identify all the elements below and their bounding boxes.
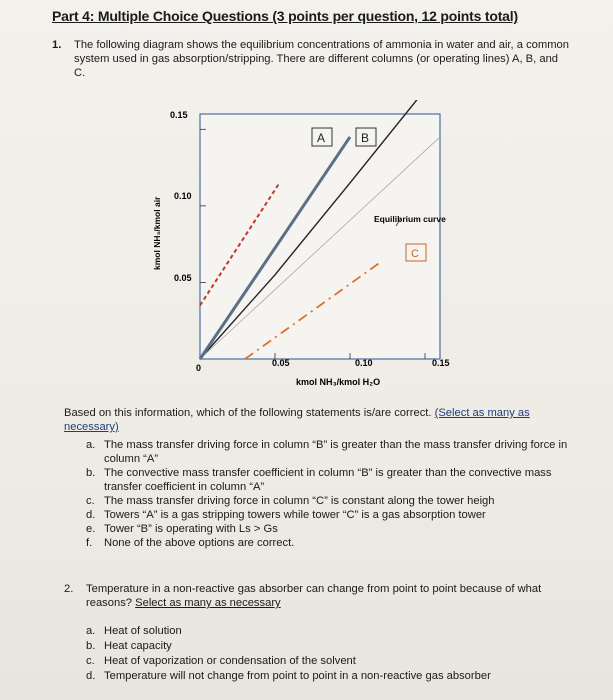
question-2 bbox=[64, 582, 584, 610]
y-tick-label: 0.15 bbox=[170, 110, 188, 120]
option-a[interactable] bbox=[86, 438, 586, 466]
line-label-a: A bbox=[317, 131, 326, 145]
option-a[interactable] bbox=[86, 624, 586, 639]
option-letter: d. bbox=[86, 509, 96, 521]
option-letter: e. bbox=[86, 523, 96, 535]
option-text: Towers “A” is a gas stripping towers while tower “C” is a gas absorption tower bbox=[104, 509, 486, 521]
option-f[interactable] bbox=[86, 536, 586, 550]
x-tick-label: 0.10 bbox=[355, 358, 373, 368]
question-number: 1. bbox=[52, 39, 62, 51]
select-instruction: Select as many as necessary bbox=[135, 597, 281, 609]
plot-frame bbox=[200, 114, 440, 359]
option-d[interactable] bbox=[86, 669, 586, 684]
line-label-b: B bbox=[361, 131, 370, 145]
x-axis-label: kmol NH₃/kmol H₂O bbox=[296, 377, 381, 387]
question-number: 2. bbox=[64, 583, 74, 595]
question-1 bbox=[52, 38, 572, 80]
option-letter: a. bbox=[86, 439, 96, 451]
option-c[interactable] bbox=[86, 494, 586, 508]
option-e[interactable] bbox=[86, 522, 586, 536]
option-letter: c. bbox=[86, 495, 95, 507]
option-c[interactable] bbox=[86, 654, 586, 669]
equilibrium-curve-label: Equilibrium curve bbox=[374, 214, 446, 224]
y-axis-label: kmol NH₃/kmol air bbox=[152, 196, 162, 270]
line-label-c: C bbox=[411, 248, 419, 260]
option-text: The mass transfer driving force in column “C” is constant along the tower heigh bbox=[104, 495, 495, 507]
option-letter: f. bbox=[86, 537, 93, 549]
option-letter: a. bbox=[86, 625, 96, 637]
equilibrium-chart bbox=[130, 100, 470, 400]
option-text: Tower “B” is operating with Ls > Gs bbox=[104, 523, 278, 535]
page-title: Part 4: Multiple Choice Questions (3 points per question, 12 points total) bbox=[52, 8, 518, 24]
option-letter: b. bbox=[86, 640, 96, 652]
x-tick-label: 0.05 bbox=[272, 358, 290, 368]
option-letter: b. bbox=[86, 467, 96, 479]
option-text: Heat of vaporization or condensation of the solvent bbox=[104, 655, 356, 667]
option-b[interactable] bbox=[86, 639, 586, 654]
option-letter: c. bbox=[86, 655, 95, 667]
question-1-prompt bbox=[64, 406, 584, 434]
option-text: The mass transfer driving force in column “B” is greater than the mass transfer driving force in column “A” bbox=[104, 439, 568, 465]
question-text: The following diagram shows the equilibrium concentrations of ammonia in water and air, a common system used in gas absorption/stripping. There are different columns (or operating lines) A, B, and C. bbox=[74, 39, 569, 79]
option-text: Heat of solution bbox=[104, 625, 182, 637]
option-b[interactable] bbox=[86, 466, 586, 494]
select-instruction: (Select as many as necessary) bbox=[64, 407, 530, 433]
option-text: None of the above options are correct. bbox=[104, 537, 295, 549]
option-d[interactable] bbox=[86, 508, 586, 522]
question-text: Temperature in a non-reactive gas absorber can change from point to point because of what reasons? bbox=[86, 583, 542, 609]
option-letter: d. bbox=[86, 670, 96, 682]
y-tick-label: 0.05 bbox=[174, 273, 192, 283]
prompt-text: Based on this information, which of the following statements is/are correct. bbox=[64, 407, 435, 419]
x-tick-label: 0 bbox=[196, 363, 202, 373]
x-tick-label: 0.15 bbox=[432, 358, 450, 368]
option-text: Heat capacity bbox=[104, 640, 172, 652]
option-text: The convective mass transfer coefficient in column “B” is greater than the convective mass transfer coefficient in column “A” bbox=[104, 467, 552, 493]
question-1-options bbox=[86, 438, 586, 550]
y-tick-label: 0.10 bbox=[174, 191, 192, 201]
option-text: Temperature will not change from point to point in a non-reactive gas absorber bbox=[104, 670, 491, 682]
question-2-options bbox=[86, 624, 586, 684]
